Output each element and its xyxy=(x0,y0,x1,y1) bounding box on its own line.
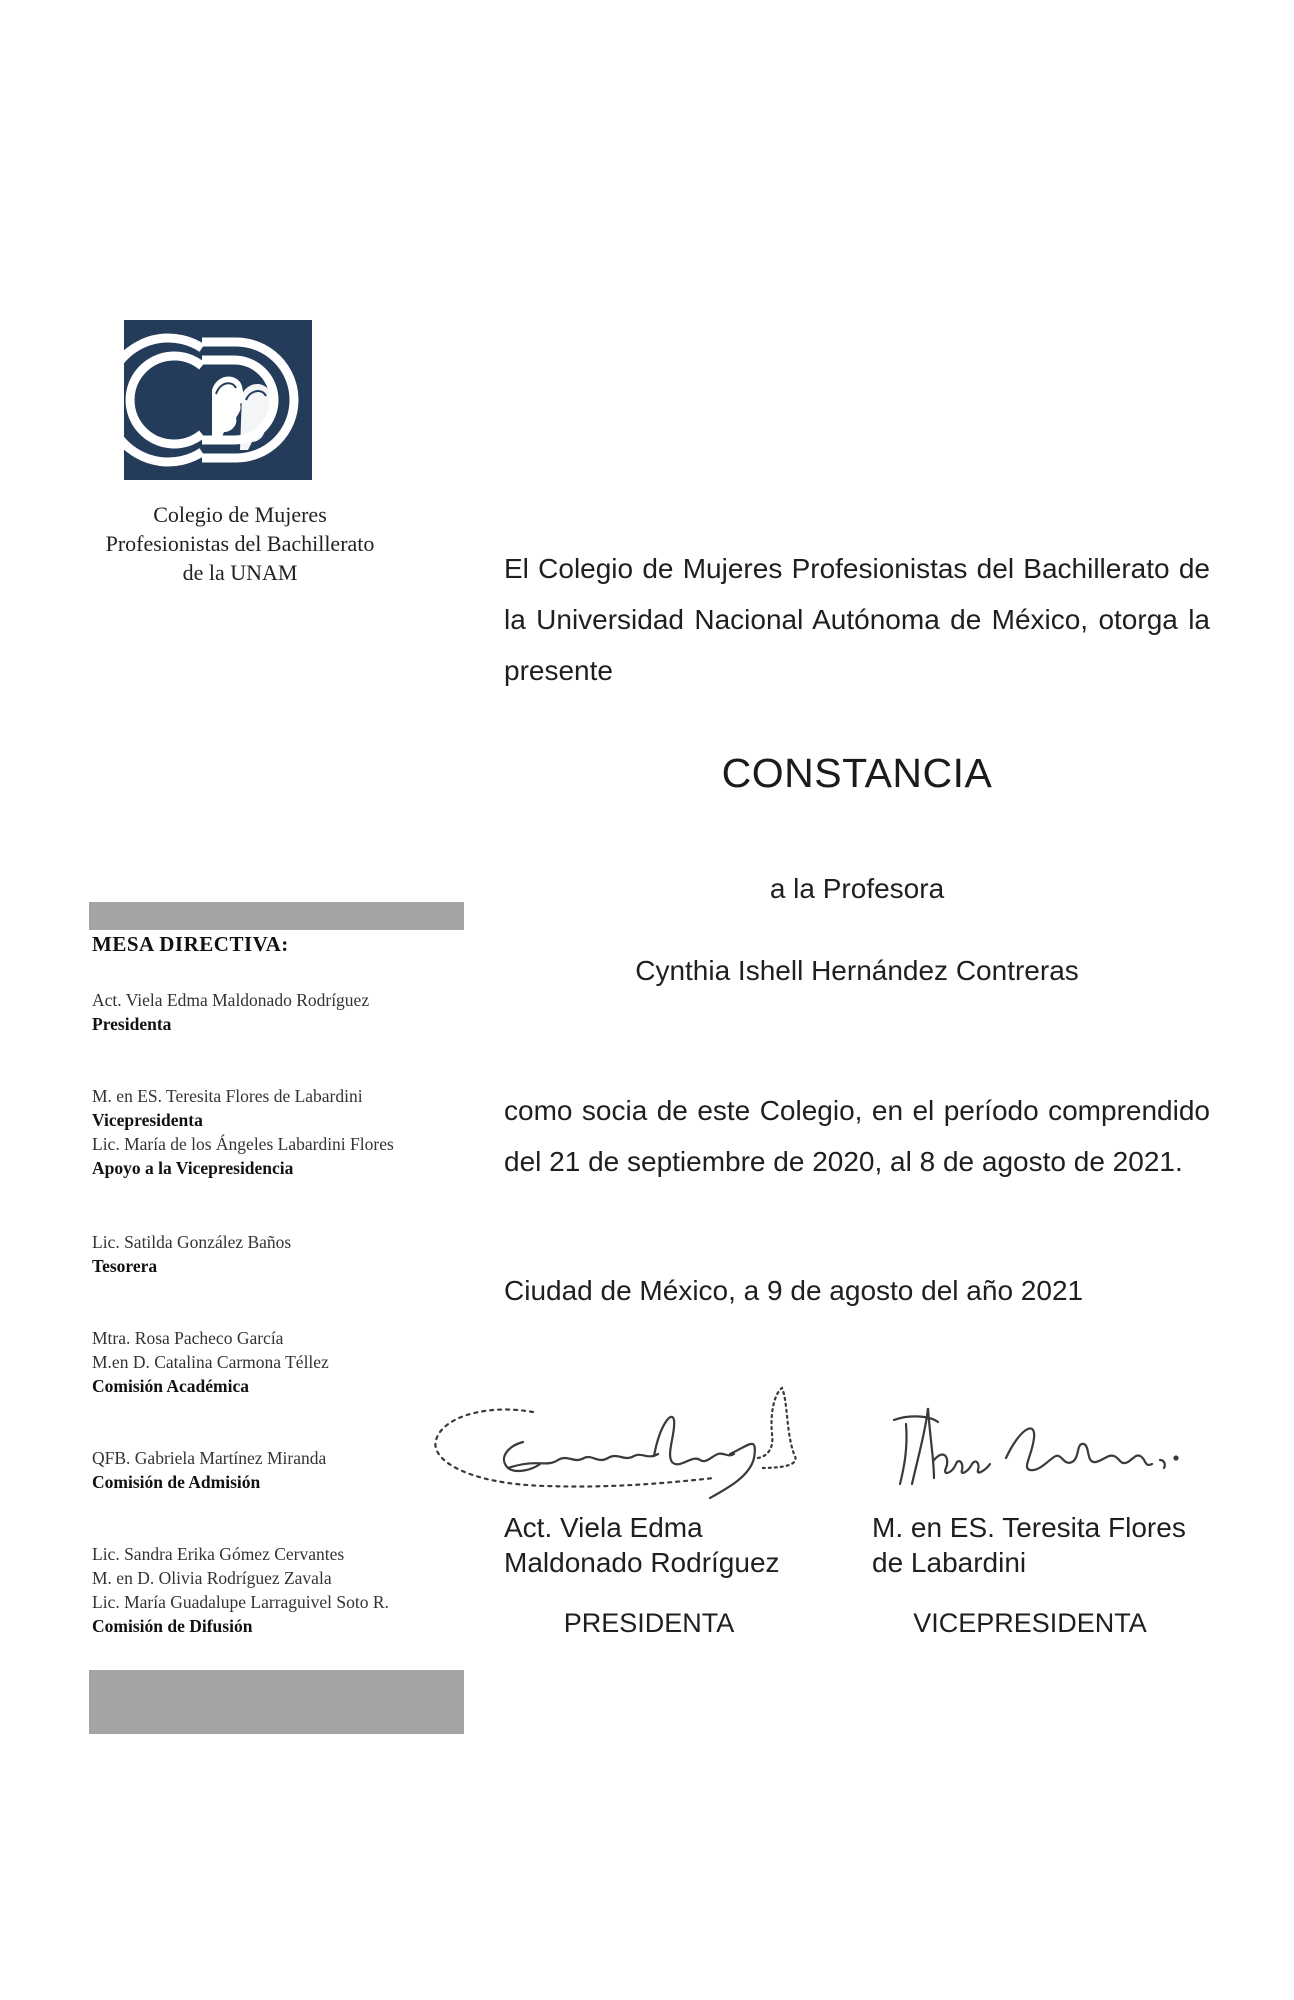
period-paragraph: como socia de este Colegio, en el período comprendido del 21 de septiembre de 2020, al 8 de agosto de 2021. xyxy=(504,1095,1210,1177)
board-group-tesorera xyxy=(92,1230,472,1278)
organization-name xyxy=(60,500,420,587)
board-group-admision xyxy=(92,1446,472,1494)
signer-presidenta-name xyxy=(504,1510,844,1580)
signer-name-line: Act. Viela Edma xyxy=(504,1512,703,1543)
member-role: Comisión de Admisión xyxy=(92,1472,261,1492)
member-name: Lic. Satilda González Baños xyxy=(92,1232,292,1252)
board-group-vicepresidencia xyxy=(92,1084,472,1180)
recipient-prefix: a la Profesora xyxy=(769,873,945,904)
member-role: Comisión de Difusión xyxy=(92,1616,253,1636)
board-group-academica xyxy=(92,1326,472,1398)
member-role: Presidenta xyxy=(92,1014,172,1034)
board-group-difusion xyxy=(92,1542,472,1638)
sidebar-bottom-bar xyxy=(89,1670,464,1734)
board-heading: MESA DIRECTIVA: xyxy=(92,932,289,956)
signer-name-line: Maldonado Rodríguez xyxy=(504,1547,780,1578)
signature-presidenta xyxy=(428,1384,814,1504)
member-role: Comisión Académica xyxy=(92,1376,250,1396)
member-role: Vicepresidenta xyxy=(92,1110,203,1130)
recipient-name: Cynthia Ishell Hernández Contreras xyxy=(635,955,1079,986)
member-name: M. en D. Olivia Rodríguez Zavala xyxy=(92,1568,332,1588)
board-group-presidenta xyxy=(92,988,472,1036)
member-name: QFB. Gabriela Martínez Miranda xyxy=(92,1448,327,1468)
member-role: Tesorera xyxy=(92,1256,158,1276)
member-name: Lic. Sandra Erika Gómez Cervantes xyxy=(92,1544,345,1564)
member-role: Apoyo a la Vicepresidencia xyxy=(92,1158,294,1178)
organization-name-line: Colegio de Mujeres xyxy=(153,502,327,527)
certificate-title: CONSTANCIA xyxy=(721,750,993,796)
sidebar-top-bar xyxy=(89,902,464,930)
member-name: Lic. María Guadalupe Larraguivel Soto R. xyxy=(92,1592,389,1612)
member-name: Act. Viela Edma Maldonado Rodríguez xyxy=(92,990,370,1010)
place-and-date: Ciudad de México, a 9 de agosto del año 2021 xyxy=(504,1275,1084,1306)
organization-logo-icon xyxy=(124,320,312,480)
member-name: Mtra. Rosa Pacheco García xyxy=(92,1328,284,1348)
signer-presidenta-title: PRESIDENTA xyxy=(563,1608,735,1638)
signer-vicepresidenta-name xyxy=(872,1510,1232,1580)
member-name: M. en ES. Teresita Flores de Labardini xyxy=(92,1086,363,1106)
signer-name-line: de Labardini xyxy=(872,1547,1027,1578)
organization-name-line: de la UNAM xyxy=(182,560,298,585)
signature-vicepresidenta xyxy=(890,1398,1190,1493)
organization-name-line: Profesionistas del Bachillerato xyxy=(105,531,375,556)
signer-name-line: M. en ES. Teresita Flores xyxy=(872,1512,1186,1543)
signer-vicepresidenta-title: VICEPRESIDENTA xyxy=(913,1608,1147,1638)
member-name: M.en D. Catalina Carmona Téllez xyxy=(92,1352,329,1372)
member-name: Lic. María de los Ángeles Labardini Flores xyxy=(92,1134,394,1154)
intro-paragraph: El Colegio de Mujeres Profesionistas del Bachillerato de la Universidad Nacional Autónoma de México, otorga la presente xyxy=(504,553,1210,686)
